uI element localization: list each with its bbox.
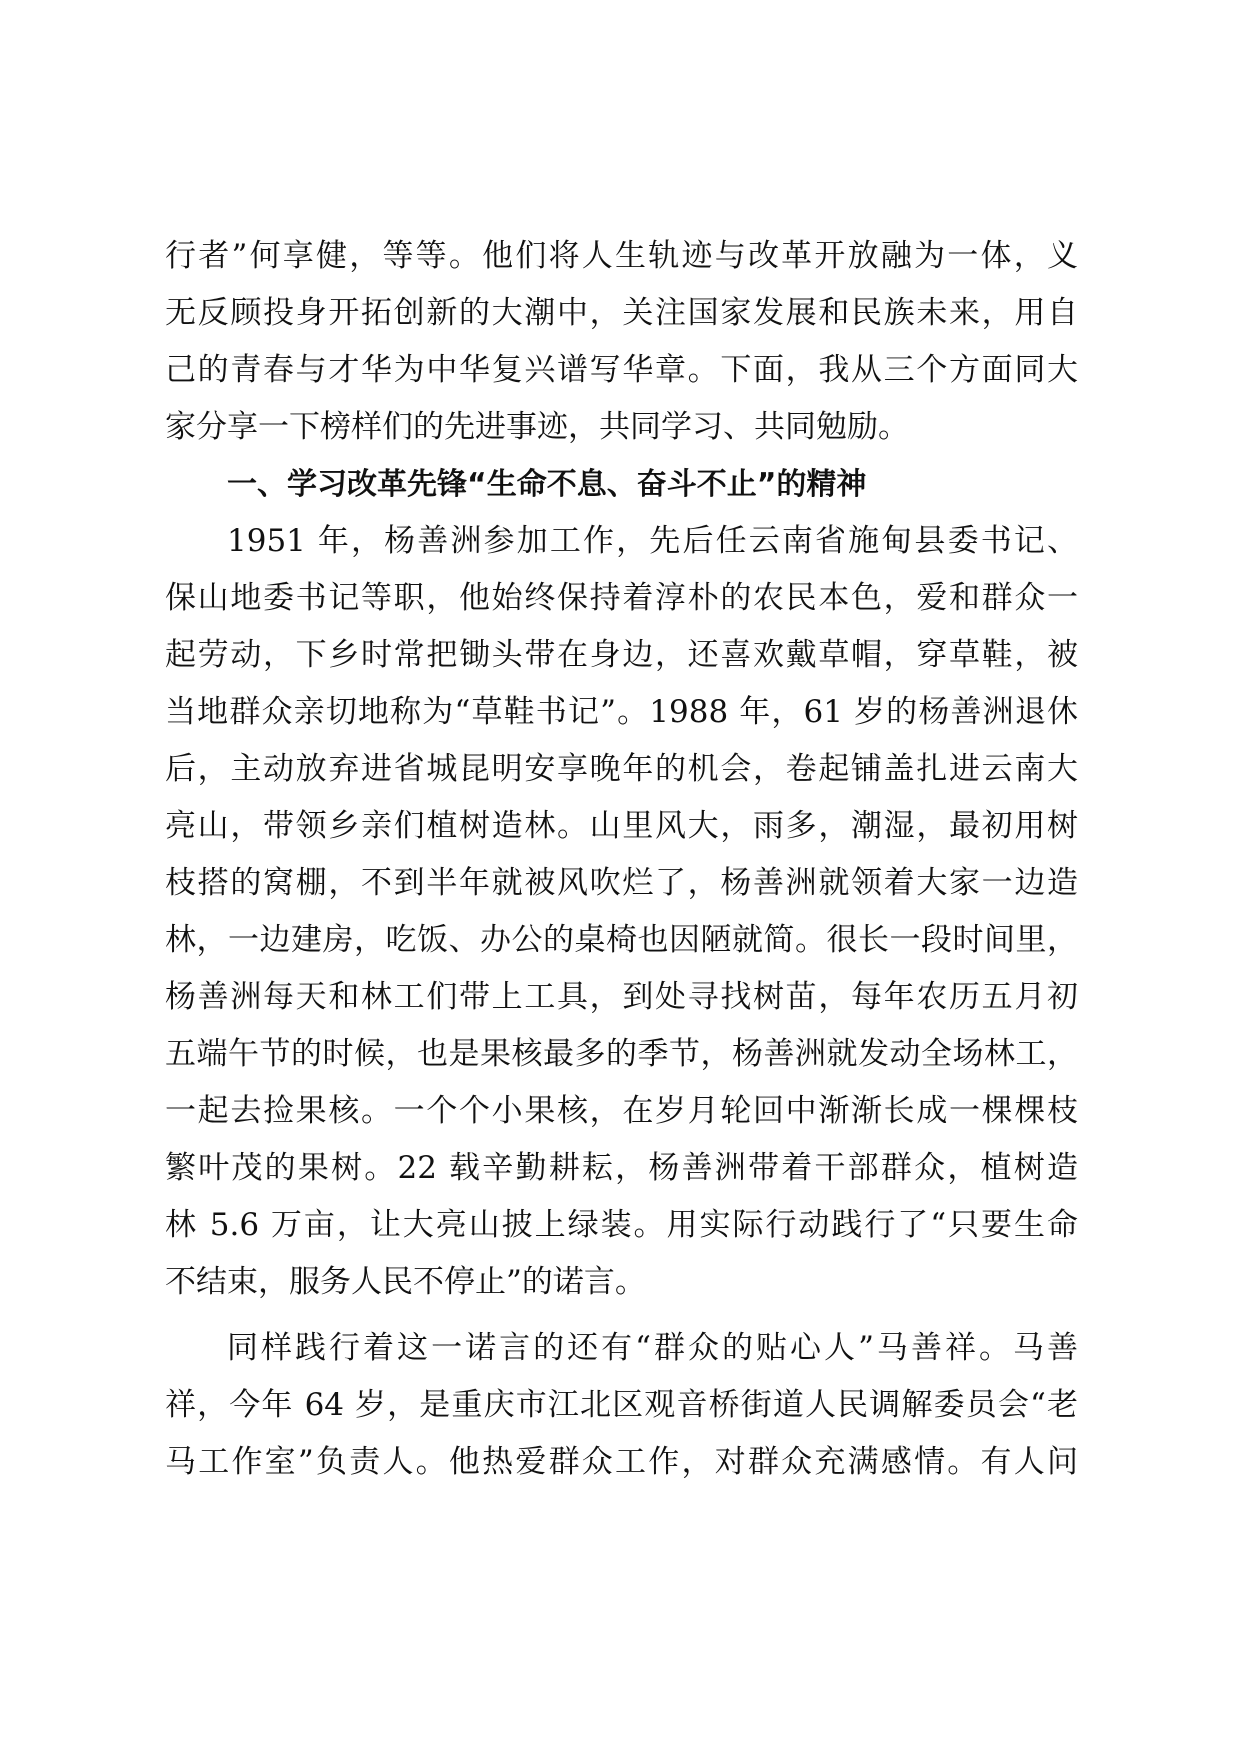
paragraph-1-line-4: 家分享一下榜样们的先进事迹，共同学习、共同勉励。	[165, 409, 909, 445]
paragraph-2-line-9: 杨善洲每天和林工们带上工具，到处寻找树苗，每年农历五月初	[165, 979, 1078, 1015]
paragraph-spacer	[165, 1311, 1078, 1320]
document-body	[165, 228, 1078, 1491]
paragraph-2-line-1: 1951 年，杨善洲参加工作，先后任云南省施甸县委书记、	[227, 523, 1078, 559]
paragraph-2-line-14: 不结束，服务人民不停止”的诺言。	[165, 1264, 646, 1300]
paragraph-3-line-3: 马工作室”负责人。他热爱群众工作，对群众充满感情。有人问	[165, 1444, 1078, 1480]
paragraph-2-line-3: 起劳动，下乡时常把锄头带在身边，还喜欢戴草帽，穿草鞋，被	[165, 637, 1078, 673]
paragraph-1-line-2: 无反顾投身开拓创新的大潮中，关注国家发展和民族未来，用自	[165, 295, 1078, 331]
paragraph-3-line-1: 同样践行着这一诺言的还有“群众的贴心人”马善祥。马善	[227, 1330, 1078, 1366]
paragraph-2-line-11: 一起去捡果核。一个个小果核，在岁月轮回中渐渐长成一棵棵枝	[165, 1093, 1078, 1129]
paragraph-1-line-3: 己的青春与才华为中华复兴谱写华章。下面，我从三个方面同大	[165, 352, 1078, 388]
paragraph-2-line-7: 枝搭的窝棚，不到半年就被风吹烂了，杨善洲就领着大家一边造	[165, 865, 1078, 901]
paragraph-2-line-6: 亮山，带领乡亲们植树造林。山里风大，雨多，潮湿，最初用树	[165, 808, 1078, 844]
paragraph-3-line-2: 祥，今年 64 岁，是重庆市江北区观音桥街道人民调解委员会“老	[165, 1387, 1078, 1423]
section-heading: 一、学习改革先锋“生命不息、奋斗不止”的精神	[227, 467, 867, 502]
paragraph-2-line-13: 林 5.6 万亩，让大亮山披上绿装。用实际行动践行了“只要生命	[165, 1207, 1078, 1243]
paragraph-2-line-4: 当地群众亲切地称为“草鞋书记”。1988 年，61 岁的杨善洲退休	[165, 694, 1078, 730]
paragraph-2-line-2: 保山地委书记等职，他始终保持着淳朴的农民本色，爱和群众一	[165, 580, 1078, 616]
paragraph-2-line-8: 林，一边建房，吃饭、办公的桌椅也因陋就简。很长一段时间里，	[165, 922, 1078, 958]
paragraph-2-line-12: 繁叶茂的果树。22 载辛勤耕耘，杨善洲带着干部群众，植树造	[165, 1150, 1078, 1186]
paragraph-2-line-5: 后，主动放弃进省城昆明安享晚年的机会，卷起铺盖扎进云南大	[165, 751, 1078, 787]
paragraph-1-line-1: 行者”何享健，等等。他们将人生轨迹与改革开放融为一体，义	[165, 238, 1078, 274]
paragraph-2-line-10: 五端午节的时候，也是果核最多的季节，杨善洲就发动全场林工，	[165, 1036, 1078, 1072]
